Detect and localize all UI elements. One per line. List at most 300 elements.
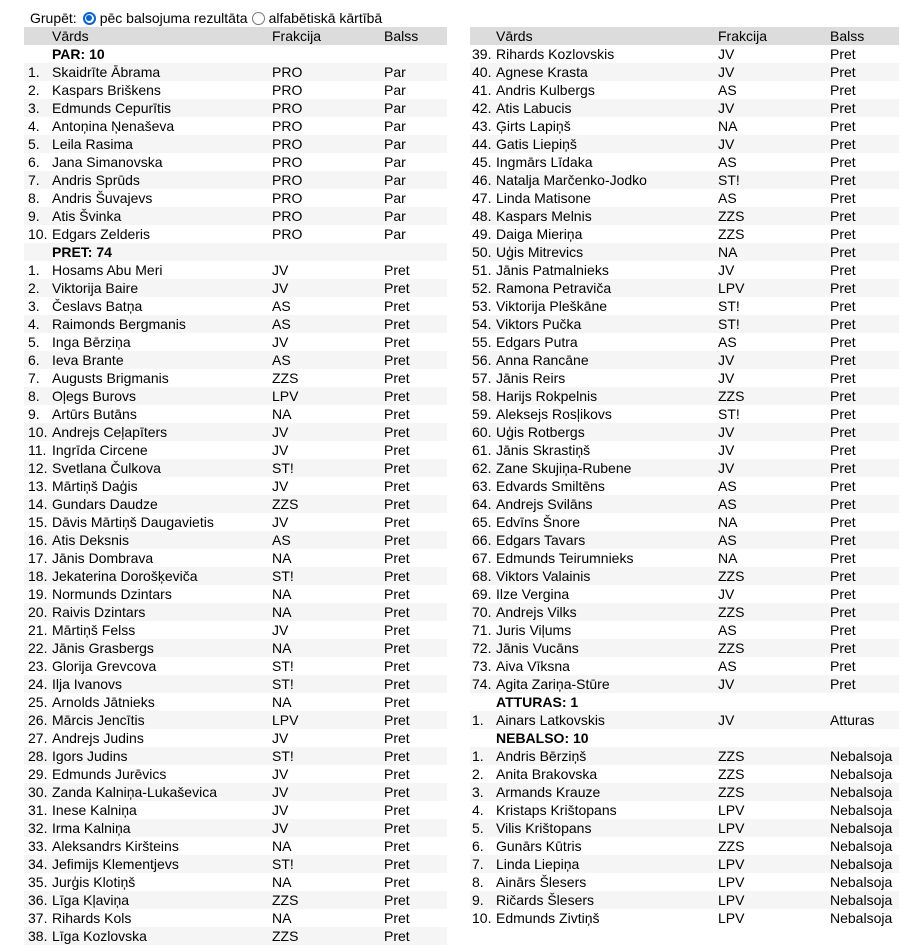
deputy-vote: Nebalsoja [830, 874, 893, 890]
row-number: 22. [28, 640, 48, 656]
table-row [24, 603, 447, 621]
row-number: 21. [28, 622, 48, 638]
deputy-faction: JV [272, 730, 289, 746]
table-row [24, 513, 447, 531]
deputy-vote: Par [384, 190, 406, 206]
deputy-name: Aiva Vīksna [496, 658, 570, 674]
row-number: 6. [28, 352, 40, 368]
table-row [470, 783, 899, 801]
vote-group-title: PRET: 74 [52, 244, 112, 260]
table-row [24, 459, 447, 477]
deputy-name: Ainārs Šlesers [496, 874, 587, 890]
deputy-vote: Pret [830, 208, 856, 224]
row-number: 63. [472, 478, 492, 494]
table-row [470, 315, 899, 333]
row-number: 29. [28, 766, 48, 782]
deputy-name: Ilja Ivanovs [52, 676, 123, 692]
deputy-vote: Pret [830, 82, 856, 98]
deputy-name: Aleksejs Rosļikovs [496, 406, 612, 422]
deputy-vote: Pret [384, 910, 410, 926]
deputy-name: Viktors Pučka [496, 316, 582, 332]
row-number: 27. [28, 730, 48, 746]
table-row [470, 765, 899, 783]
deputy-faction: NA [272, 586, 292, 602]
table-row [470, 369, 899, 387]
vote-rows-right [470, 45, 899, 927]
deputy-faction: ZZS [718, 226, 745, 242]
row-number: 43. [472, 118, 492, 134]
table-row [24, 585, 447, 603]
deputy-name: Līga Kozlovska [52, 928, 147, 944]
row-number: 9. [28, 208, 40, 224]
row-number: 8. [28, 388, 40, 404]
table-row [470, 603, 899, 621]
row-number: 40. [472, 64, 492, 80]
deputy-name: Česlavs Batņa [52, 298, 143, 314]
group-by-result-radio[interactable] [83, 12, 96, 25]
vote-group-title: PAR: 10 [52, 46, 105, 62]
deputy-vote: Pret [830, 496, 856, 512]
table-row [470, 261, 899, 279]
table-row [24, 207, 447, 225]
deputy-name: Skaidrīte Ābrama [52, 64, 161, 80]
row-number: 53. [472, 298, 492, 314]
deputy-vote: Nebalsoja [830, 838, 893, 854]
group-by-result-option[interactable] [83, 10, 248, 26]
deputy-vote: Pret [830, 334, 856, 350]
group-alphabetical-radio[interactable] [252, 12, 265, 25]
deputy-name: Igors Judins [52, 748, 128, 764]
table-row [24, 297, 447, 315]
group-alphabetical-option[interactable] [252, 10, 383, 26]
deputy-name: Ieva Brante [52, 352, 124, 368]
deputy-vote: Pret [384, 316, 410, 332]
deputy-vote: Pret [830, 154, 856, 170]
deputy-faction: AS [718, 478, 737, 494]
deputy-name: Edvards Smiltēns [496, 478, 605, 494]
deputy-faction: AS [272, 316, 291, 332]
table-row [24, 801, 447, 819]
row-number: 33. [28, 838, 48, 854]
deputy-vote: Pret [830, 46, 856, 62]
deputy-faction: NA [272, 550, 292, 566]
deputy-vote: Nebalsoja [830, 784, 893, 800]
row-number: 4. [472, 802, 484, 818]
deputy-faction: NA [272, 604, 292, 620]
row-number: 58. [472, 388, 492, 404]
table-row [24, 117, 447, 135]
deputy-vote: Pret [830, 442, 856, 458]
table-row [24, 189, 447, 207]
deputy-name: Andris Šuvajevs [52, 190, 153, 206]
deputy-name: Juris Viļums [496, 622, 572, 638]
deputy-vote: Pret [384, 460, 410, 476]
deputy-name: Mārtiņš Daģis [52, 478, 138, 494]
deputy-faction: ST! [718, 172, 740, 188]
deputy-name: Andris Sprūds [52, 172, 140, 188]
table-row [24, 873, 447, 891]
table-row [24, 765, 447, 783]
deputy-vote: Par [384, 136, 406, 152]
deputy-name: Uģis Rotbergs [496, 424, 585, 440]
grouping-label: Grupēt: [30, 10, 77, 26]
table-row [24, 81, 447, 99]
table-row [470, 387, 899, 405]
table-row [24, 927, 447, 945]
deputy-faction: JV [718, 586, 735, 602]
deputy-faction: LPV [718, 874, 745, 890]
row-number: 37. [28, 910, 48, 926]
deputy-faction: LPV [718, 892, 745, 908]
row-number: 16. [28, 532, 48, 548]
table-row [24, 387, 447, 405]
deputy-name: Hosams Abu Meri [52, 262, 163, 278]
row-number: 51. [472, 262, 492, 278]
table-row [24, 171, 447, 189]
deputy-faction: JV [272, 424, 289, 440]
deputy-name: Andrejs Ceļapīters [52, 424, 168, 440]
deputy-name: Andrejs Vilks [496, 604, 577, 620]
row-number: 5. [28, 334, 40, 350]
deputy-faction: ZZS [718, 208, 745, 224]
row-number: 39. [472, 46, 492, 62]
vote-group-header [470, 693, 899, 711]
row-number: 11. [28, 442, 47, 458]
row-number: 62. [472, 460, 492, 476]
deputy-name: Agita Zariņa-Stūre [496, 676, 610, 692]
deputy-faction: AS [718, 496, 737, 512]
table-row [24, 279, 447, 297]
row-number: 73. [472, 658, 492, 674]
deputy-faction: ZZS [718, 784, 745, 800]
deputy-vote: Pret [384, 928, 410, 944]
row-number: 44. [472, 136, 492, 152]
row-number: 15. [28, 514, 48, 530]
deputy-name: Linda Matisone [496, 190, 591, 206]
table-row [470, 423, 899, 441]
deputy-name: Edmunds Zivtiņš [496, 910, 600, 926]
row-number: 10. [472, 910, 492, 926]
deputy-name: Edvīns Šnore [496, 514, 581, 530]
deputy-faction: NA [272, 838, 292, 854]
table-header [470, 27, 899, 45]
table-row [470, 333, 899, 351]
deputy-vote: Nebalsoja [830, 820, 893, 836]
row-number: 71. [472, 622, 492, 638]
vote-rows-left [24, 45, 447, 945]
deputy-vote: Pret [384, 586, 410, 602]
row-number: 4. [28, 316, 40, 332]
row-number: 1. [28, 262, 40, 278]
deputy-vote: Pret [384, 280, 410, 296]
table-row [24, 351, 447, 369]
deputy-faction: JV [718, 712, 735, 728]
row-number: 38. [28, 928, 48, 944]
deputy-faction: LPV [718, 856, 745, 872]
deputy-faction: ZZS [718, 604, 745, 620]
deputy-vote: Pret [384, 622, 410, 638]
deputy-name: Kaspars Briškens [52, 82, 161, 98]
deputy-faction: JV [272, 820, 289, 836]
deputy-name: Arnolds Jātnieks [52, 694, 155, 710]
deputy-faction: JV [718, 442, 735, 458]
deputy-vote: Pret [384, 406, 410, 422]
deputy-vote: Pret [830, 226, 856, 242]
deputy-faction: NA [718, 550, 738, 566]
deputy-faction: PRO [272, 226, 303, 242]
deputy-vote: Pret [830, 532, 856, 548]
table-row [24, 369, 447, 387]
deputy-vote: Pret [830, 622, 856, 638]
deputy-vote: Pret [830, 298, 856, 314]
deputy-vote: Pret [384, 748, 410, 764]
deputy-vote: Pret [830, 118, 856, 134]
deputy-faction: JV [718, 100, 735, 116]
row-number: 8. [472, 874, 484, 890]
deputy-vote: Pret [384, 262, 410, 278]
deputy-vote: Pret [830, 604, 856, 620]
deputy-vote: Pret [830, 550, 856, 566]
table-row [470, 495, 899, 513]
deputy-faction: ZZS [718, 388, 745, 404]
deputy-faction: LPV [272, 388, 299, 404]
deputy-name: Andrejs Judins [52, 730, 144, 746]
table-row [470, 711, 899, 729]
deputy-vote: Pret [384, 712, 410, 728]
deputy-vote: Pret [384, 298, 410, 314]
deputy-faction: PRO [272, 100, 303, 116]
row-number: 20. [28, 604, 48, 620]
deputy-name: Augusts Brigmanis [52, 370, 169, 386]
deputy-faction: ZZS [718, 568, 745, 584]
header-faction: Frakcija [272, 28, 322, 44]
table-row [24, 549, 447, 567]
deputy-name: Jānis Vucāns [496, 640, 579, 656]
deputy-faction: PRO [272, 190, 303, 206]
deputy-name: Jānis Grasbergs [52, 640, 154, 656]
deputy-name: Andris Kulbergs [496, 82, 595, 98]
row-number: 48. [472, 208, 492, 224]
deputy-name: Ingmārs Līdaka [496, 154, 593, 170]
table-row [470, 441, 899, 459]
table-row [470, 117, 899, 135]
table-row [24, 153, 447, 171]
deputy-name: Rihards Kols [52, 910, 132, 926]
deputy-faction: ZZS [272, 496, 299, 512]
row-number: 3. [472, 784, 484, 800]
deputy-faction: JV [718, 46, 735, 62]
deputy-name: Edgars Putra [496, 334, 578, 350]
row-number: 2. [28, 82, 40, 98]
deputy-faction: JV [272, 514, 289, 530]
deputy-name: Dāvis Mārtiņš Daugavietis [52, 514, 214, 530]
deputy-name: Jurģis Klotiņš [52, 874, 136, 890]
deputy-vote: Pret [830, 514, 856, 530]
deputy-faction: PRO [272, 136, 303, 152]
deputy-name: Jana Simanovska [52, 154, 163, 170]
deputy-name: Rihards Kozlovskis [496, 46, 615, 62]
deputy-name: Ilze Vergina [496, 586, 570, 602]
deputy-name: Ričards Šlesers [496, 892, 595, 908]
table-row [24, 747, 447, 765]
row-number: 35. [28, 874, 48, 890]
row-number: 64. [472, 496, 492, 512]
row-number: 65. [472, 514, 492, 530]
vote-group-header [24, 45, 447, 63]
deputy-vote: Pret [384, 352, 410, 368]
deputy-faction: LPV [718, 802, 745, 818]
row-number: 45. [472, 154, 492, 170]
table-row [470, 135, 899, 153]
table-row [470, 873, 899, 891]
deputy-vote: Par [384, 172, 406, 188]
table-row [24, 423, 447, 441]
table-row [24, 819, 447, 837]
deputy-vote: Pret [830, 658, 856, 674]
deputy-vote: Nebalsoja [830, 802, 893, 818]
deputy-faction: NA [718, 118, 738, 134]
table-row [24, 693, 447, 711]
row-number: 13. [28, 478, 48, 494]
deputy-vote: Pret [830, 280, 856, 296]
table-row [24, 99, 447, 117]
table-row [24, 405, 447, 423]
row-number: 67. [472, 550, 492, 566]
table-row [24, 711, 447, 729]
deputy-vote: Pret [830, 190, 856, 206]
group-alphabetical-label[interactable]: alfabētiskā kārtībā [268, 10, 383, 26]
deputy-vote: Nebalsoja [830, 748, 893, 764]
deputy-vote: Pret [830, 406, 856, 422]
deputy-vote: Par [384, 226, 406, 242]
table-row [24, 63, 447, 81]
table-row [24, 477, 447, 495]
deputy-faction: AS [272, 532, 291, 548]
table-row [24, 729, 447, 747]
row-number: 66. [472, 532, 492, 548]
row-number: 68. [472, 568, 492, 584]
row-number: 2. [28, 280, 40, 296]
deputy-faction: JV [272, 802, 289, 818]
deputy-vote: Par [384, 64, 406, 80]
row-number: 7. [472, 856, 484, 872]
deputy-faction: JV [718, 424, 735, 440]
row-number: 42. [472, 100, 492, 116]
row-number: 3. [28, 298, 40, 314]
deputy-faction: ST! [272, 748, 294, 764]
table-row [470, 747, 899, 765]
row-number: 7. [28, 172, 40, 188]
deputy-name: Jekaterina Dorošķeviča [52, 568, 198, 584]
deputy-name: Antoņina Ņenaševa [52, 118, 175, 134]
row-number: 14. [28, 496, 48, 512]
table-row [470, 99, 899, 117]
deputy-vote: Par [384, 100, 406, 116]
deputy-faction: JV [272, 334, 289, 350]
header-vote: Balss [384, 28, 419, 44]
deputy-faction: JV [272, 766, 289, 782]
vote-group-header [24, 243, 447, 261]
deputy-name: Leila Rasima [52, 136, 133, 152]
deputy-vote: Pret [830, 370, 856, 386]
table-row [24, 657, 447, 675]
deputy-name: Viktorija Baire [52, 280, 139, 296]
table-row [470, 45, 899, 63]
deputy-vote: Pret [830, 352, 856, 368]
deputy-faction: ST! [272, 658, 294, 674]
row-number: 1. [28, 64, 40, 80]
row-number: 24. [28, 676, 48, 692]
row-number: 54. [472, 316, 492, 332]
deputy-name: Raimonds Bergmanis [52, 316, 186, 332]
deputy-faction: AS [718, 82, 737, 98]
deputy-vote: Pret [384, 478, 410, 494]
deputy-vote: Pret [384, 766, 410, 782]
table-row [24, 837, 447, 855]
deputy-faction: JV [718, 64, 735, 80]
table-row [470, 81, 899, 99]
deputy-name: Gundars Daudze [52, 496, 158, 512]
row-number: 36. [28, 892, 48, 908]
deputy-vote: Pret [830, 460, 856, 476]
deputy-name: Uģis Mitrevics [496, 244, 584, 260]
deputy-faction: PRO [272, 82, 303, 98]
deputy-vote: Pret [384, 568, 410, 584]
deputy-faction: JV [718, 460, 735, 476]
deputy-name: Artūrs Butāns [52, 406, 137, 422]
row-number: 2. [472, 766, 484, 782]
row-number: 34. [28, 856, 48, 872]
deputy-name: Armands Krauze [496, 784, 601, 800]
deputy-name: Atis Švinka [52, 208, 122, 224]
row-number: 19. [28, 586, 48, 602]
table-row [470, 639, 899, 657]
deputy-vote: Pret [830, 586, 856, 602]
deputy-faction: ZZS [718, 766, 745, 782]
deputy-name: Kaspars Melnis [496, 208, 592, 224]
deputy-name: Aleksandrs Kiršteins [52, 838, 179, 854]
deputy-vote: Pret [384, 784, 410, 800]
table-row [470, 585, 899, 603]
deputy-vote: Pret [384, 856, 410, 872]
deputy-vote: Pret [830, 172, 856, 188]
row-number: 52. [472, 280, 492, 296]
deputy-faction: PRO [272, 154, 303, 170]
deputy-vote: Pret [384, 874, 410, 890]
table-row [470, 297, 899, 315]
row-number: 6. [472, 838, 484, 854]
deputy-vote: Par [384, 208, 406, 224]
table-row [24, 621, 447, 639]
deputy-name: Edgars Tavars [496, 532, 586, 548]
deputy-faction: NA [272, 910, 292, 926]
grouping-control [30, 9, 386, 27]
deputy-name: Inga Bērziņa [52, 334, 131, 350]
group-by-result-label[interactable]: pēc balsojuma rezultāta [99, 10, 248, 26]
row-number: 23. [28, 658, 48, 674]
row-number: 56. [472, 352, 492, 368]
deputy-vote: Pret [830, 640, 856, 656]
deputy-faction: PRO [272, 118, 303, 134]
table-row [24, 855, 447, 873]
table-row [24, 783, 447, 801]
header-name: Vārds [496, 28, 533, 44]
deputy-name: Jānis Reirs [496, 370, 566, 386]
deputy-faction: JV [272, 784, 289, 800]
row-number: 55. [472, 334, 492, 350]
row-number: 32. [28, 820, 48, 836]
deputy-faction: NA [272, 640, 292, 656]
